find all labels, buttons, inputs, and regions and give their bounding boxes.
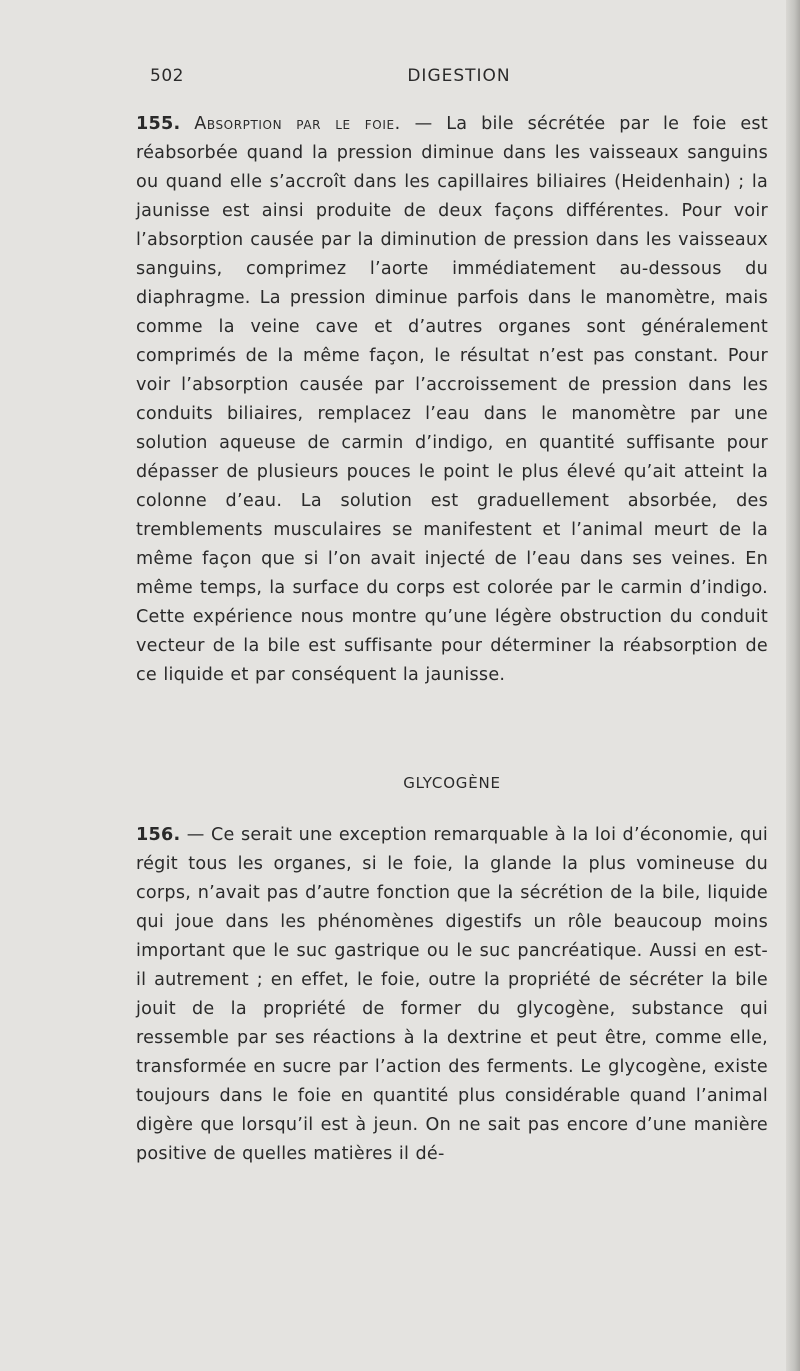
- paragraph-155-dash: —: [400, 114, 447, 134]
- running-head: [150, 66, 768, 90]
- page-edge-shadow: [786, 0, 800, 1371]
- paragraph-156-number: 156.: [136, 825, 181, 845]
- paragraph-155-heading: Absorption par le foie.: [194, 114, 401, 134]
- paragraph-156-text: Ce serait une exception remarquable à la loi d’économie, qui régit tous les organes, si le foie, la glande la plus vomineuse du corps, n’avait pas d’autre fonction que la sécrétion de la bile, liquide qui joue dans les phénomènes digestifs un rôle beaucoup moins important que le suc gastrique ou le suc pancréatique. Aussi en est-il autrement ; en effet, le foie, outre la propriété de sécréter la bile jouit de la propriété de former du glycogène, substance qui ressemble par ses réactions à la dextrine et peut être, comme elle, transformée en sucre par l’action des ferments. Le glycogène, existe toujours dans le foie en quantité plus considérable quand l’animal digère que lorsqu’il est à jeun. On ne sait pas encore d’une manière positive de quelles matières il dé-: [136, 825, 769, 1164]
- paragraph-155: [136, 110, 768, 690]
- paragraph-156-dash: —: [180, 825, 211, 845]
- page-number: 502: [150, 66, 184, 86]
- section-heading-glycogene: GLYCOGÈNE: [403, 774, 501, 792]
- paragraph-155-text: La bile sécrétée par le foie est réabsorbée quand la pression diminue dans les vaisseaux sanguins ou quand elle s’accroît dans les capillaires biliaires (Heidenhain) ; la jaunisse est ainsi produite de deux façons différentes. Pour voir l’absorption causée par la diminution de pression dans les vaisseaux sanguins, comprimez l’aorte immédiatement au-dessous du diaphragme. La pression diminue parfois dans le manomètre, mais comme la veine cave et d’autres organes sont généralement comprimés de la même façon, le résultat n’est pas constant. Pour voir l’absorption causée par l’accroissement de pression dans les conduits biliaires, remplacez l’eau dans le manomètre par une solution aqueuse de carmin d’indigo, en quantité suffisante pour dépasser de plusieurs pouces le point le plus élevé qu’ait atteint la colonne d’eau. La solution est graduellement absorbée, des tremblements musculaires se manifestent et l’animal meurt de la même façon que si l’on avait injecté de l’eau dans ses veines. En même temps, la surface du corps est colorée par le carmin d’indigo. Cette expérience nous montre qu’une légère obstruction du conduit vecteur de la bile est suffisante pour déterminer la réabsorption de ce liquide et par conséquent la jaunisse.: [136, 114, 768, 685]
- paragraph-156: [136, 821, 768, 1169]
- running-title: DIGESTION: [407, 66, 511, 86]
- paragraph-155-number: 155.: [136, 114, 181, 134]
